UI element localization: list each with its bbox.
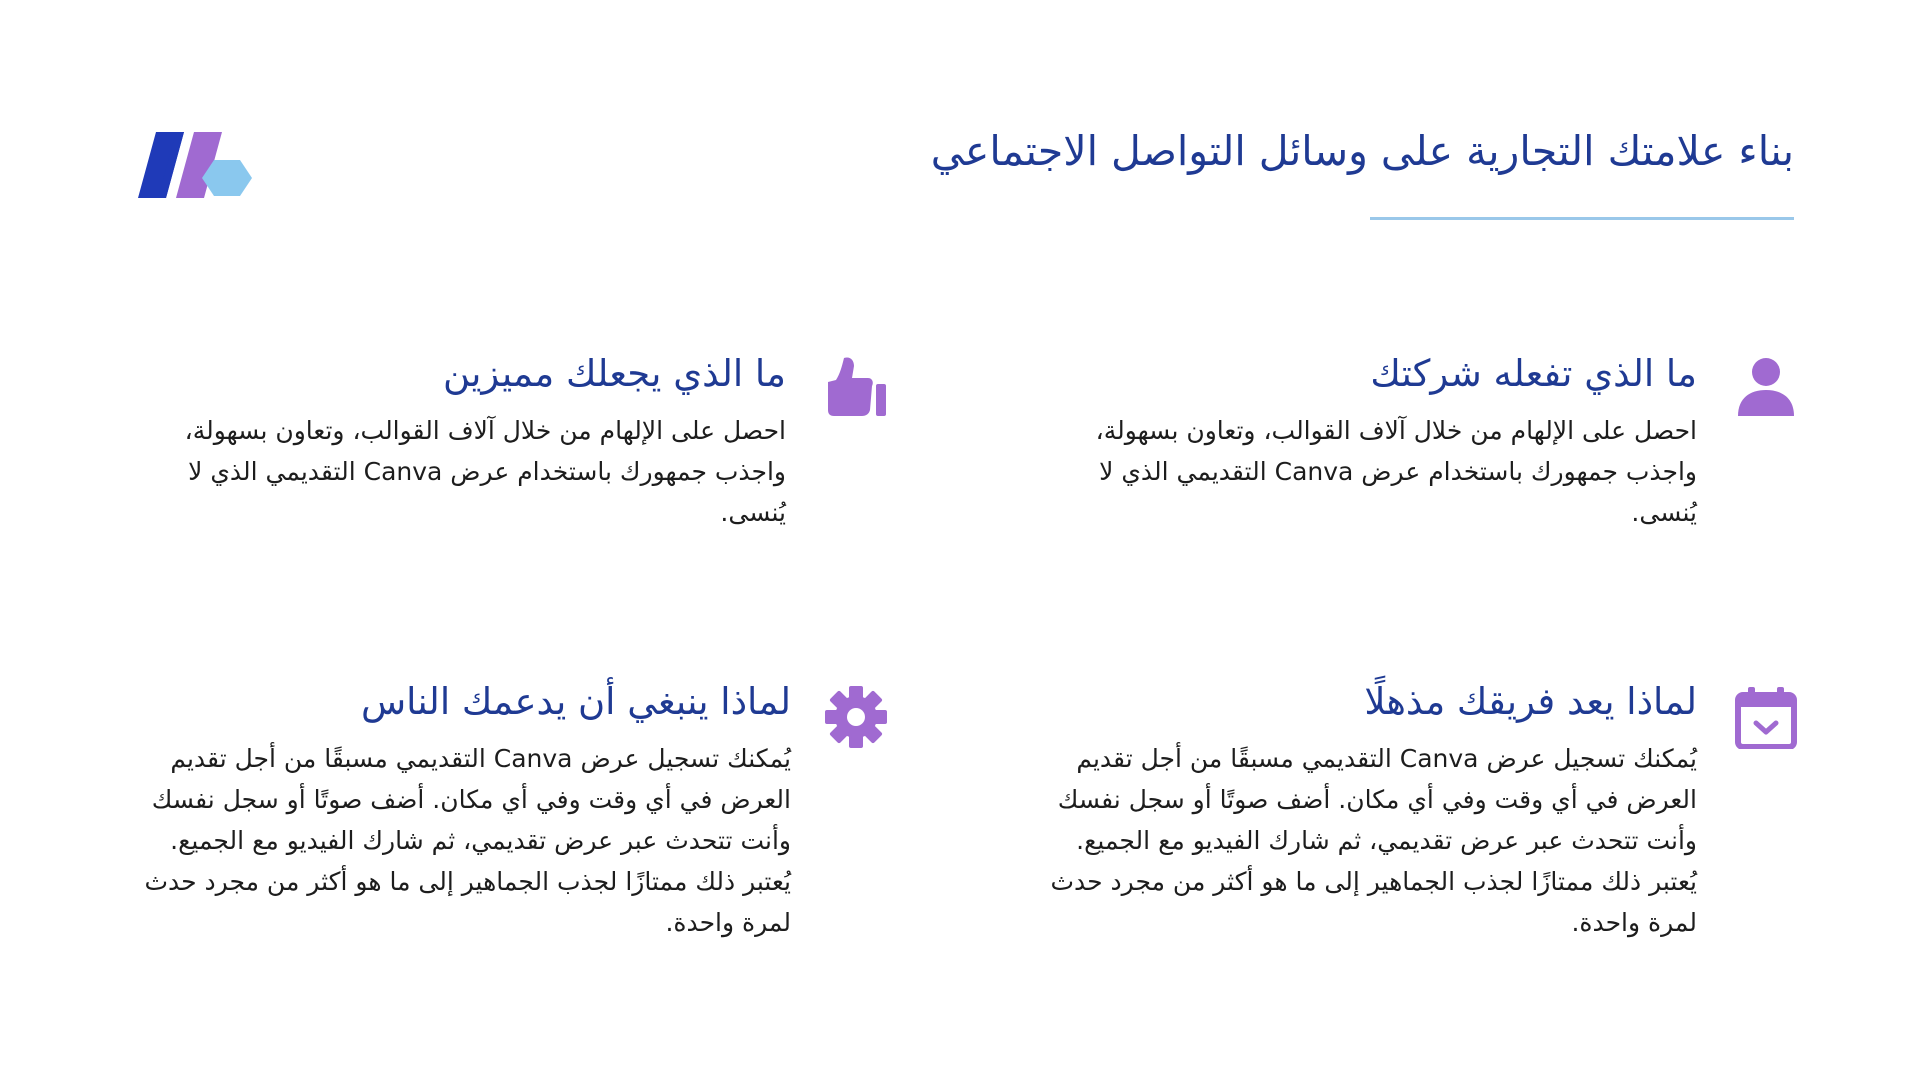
section-support	[131, 676, 791, 943]
section-heading: لماذا ينبغي أن يدعمك الناس	[360, 680, 791, 723]
title-divider	[1370, 217, 1794, 220]
calendar-icon	[1734, 685, 1798, 749]
slide-title: بناء علامتك التجارية على وسائل التواصل الاجتماعي	[930, 127, 1794, 175]
person-icon	[1734, 354, 1798, 418]
section-distinct	[146, 348, 786, 533]
section-body: احصل على الإلهام من خلال آلاف القوالب، وتعاون بسهولة، واجذب جمهورك باستخدام عرض Canva التقديمي الذي لا يُنسى.	[1095, 416, 1697, 527]
section-company	[1077, 348, 1697, 533]
logo	[136, 130, 256, 200]
section-team	[1037, 676, 1697, 943]
section-body: احصل على الإلهام من خلال آلاف القوالب، وتعاون بسهولة، واجذب جمهورك باستخدام عرض Canva التقديمي الذي لا يُنسى.	[184, 416, 786, 527]
section-body: يُمكنك تسجيل عرض Canva التقديمي مسبقًا من أجل تقديم العرض في أي وقت وفي أي مكان. أضف صوتًا أو سجل نفسك وأنت تتحدث عبر عرض تقديمي، ثم شارك الفيديو مع الجميع. يُعتبر ذلك ممتازًا لجذب الجماهير إلى ما هو أكثر من مجرد حدث لمرة واحدة.	[1050, 744, 1697, 937]
section-heading: ما الذي يجعلك مميزين	[442, 352, 786, 395]
section-body: يُمكنك تسجيل عرض Canva التقديمي مسبقًا من أجل تقديم العرض في أي وقت وفي أي مكان. أضف صوتًا أو سجل نفسك وأنت تتحدث عبر عرض تقديمي، ثم شارك الفيديو مع الجميع. يُعتبر ذلك ممتازًا لجذب الجماهير إلى ما هو أكثر من مجرد حدث لمرة واحدة.	[144, 744, 791, 937]
section-heading: ما الذي تفعله شركتك	[1370, 352, 1697, 395]
thumbs-up-icon	[824, 354, 888, 418]
gear-icon	[824, 685, 888, 749]
section-heading: لماذا يعد فريقك مذهلًا	[1364, 680, 1697, 723]
